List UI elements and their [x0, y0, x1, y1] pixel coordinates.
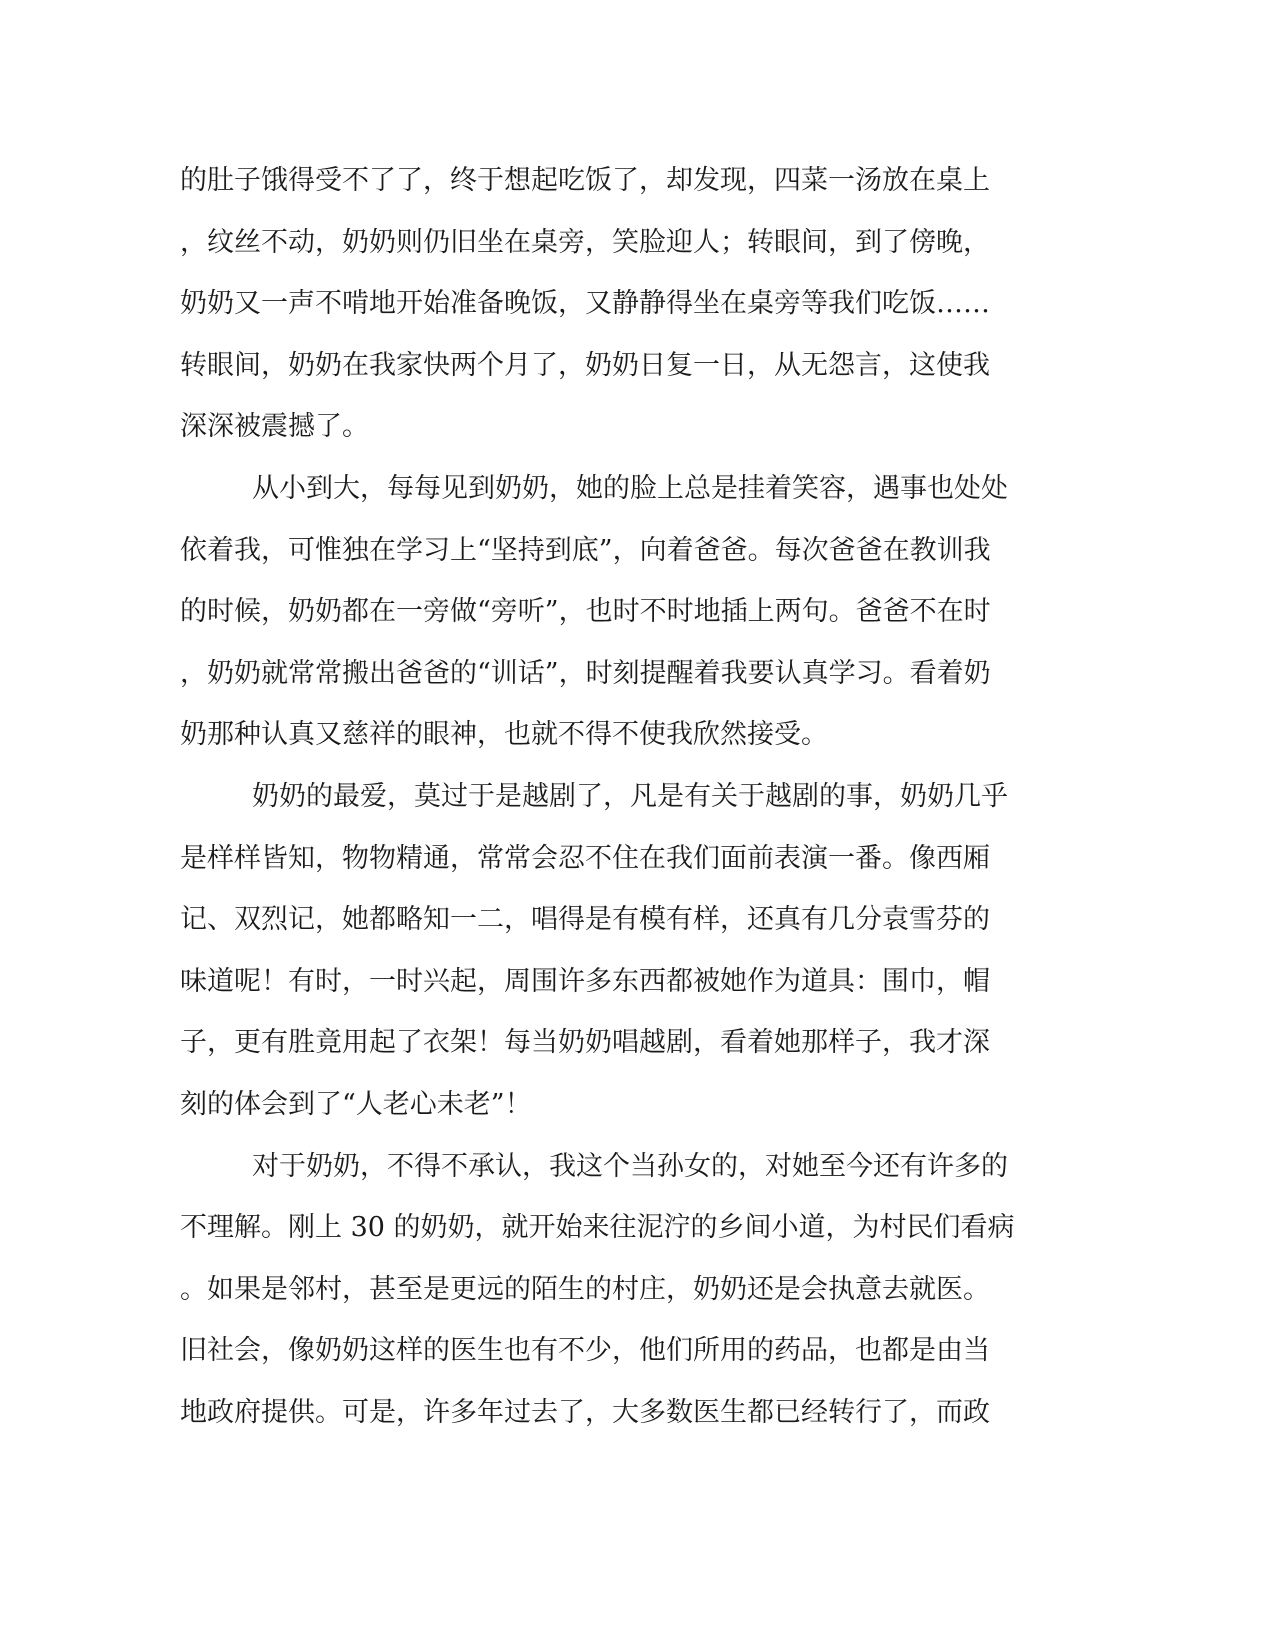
text-line: 的肚子饿得受不了了，终于想起吃饭了，却发现，四菜一汤放在桌上	[180, 165, 990, 196]
paragraph-first-line: 从小到大，每每见到奶奶，她的脸上总是挂着笑容，遇事也处处	[252, 472, 1008, 504]
text-line: 记、双烈记，她都略知一二，唱得是有模有样，还真有几分袁雪芬的	[180, 904, 990, 936]
text-line: 依着我，可惟独在学习上“坚持到底”，向着爸爸。每次爸爸在教训我	[180, 534, 991, 566]
text-line: 。如果是邻村，甚至是更远的陌生的村庄，奶奶还是会执意去就医。	[180, 1273, 990, 1305]
text-line: 子，更有胜竟用起了衣架！每当奶奶唱越剧，看着她那样子，我才深	[180, 1027, 990, 1059]
text-line: 奶那种认真又慈祥的眼神，也就不得不使我欣然接受。	[180, 719, 828, 751]
text-line: 奶奶又一声不啃地开始准备晚饭，又静静得坐在桌旁等我们吃饭……	[180, 288, 990, 320]
text-line: 是样样皆知，物物精通，常常会忍不住在我们面前表演一番。像西厢	[180, 842, 990, 874]
body-text	[180, 150, 1040, 1443]
text-line: 的时候，奶奶都在一旁做“旁听”，也时不时地插上两句。爸爸不在时	[180, 596, 991, 628]
text-line: 不理解。刚上 30 的奶奶，就开始来往泥泞的乡间小道，为村民们看病	[180, 1212, 1015, 1244]
text-line: 地政府提供。可是，许多年过去了，大多数医生都已经转行了，而政	[180, 1396, 990, 1428]
text-line: 转眼间，奶奶在我家快两个月了，奶奶日复一日，从无怨言，这使我	[180, 349, 990, 381]
text-line: ，奶奶就常常搬出爸爸的“训话”，时刻提醒着我要认真学习。看着奶	[180, 657, 991, 689]
paragraph-first-line: 奶奶的最爱，莫过于是越剧了，凡是有关于越剧的事，奶奶几乎	[252, 780, 1008, 812]
text-line: 旧社会，像奶奶这样的医生也有不少，他们所用的药品，也都是由当	[180, 1335, 990, 1367]
text-line: 深深被震撼了。	[180, 411, 369, 443]
paragraph-first-line: 对于奶奶，不得不承认，我这个当孙女的，对她至今还有许多的	[252, 1150, 1008, 1182]
text-line: ，纹丝不动，奶奶则仍旧坐在桌旁，笑脸迎人；转眼间，到了傍晚，	[180, 226, 990, 258]
text-line: 刻的体会到了“人老心未老”！	[180, 1088, 532, 1120]
text-line: 味道呢！有时，一时兴起，周围许多东西都被她作为道具：围巾，帽	[180, 965, 990, 997]
